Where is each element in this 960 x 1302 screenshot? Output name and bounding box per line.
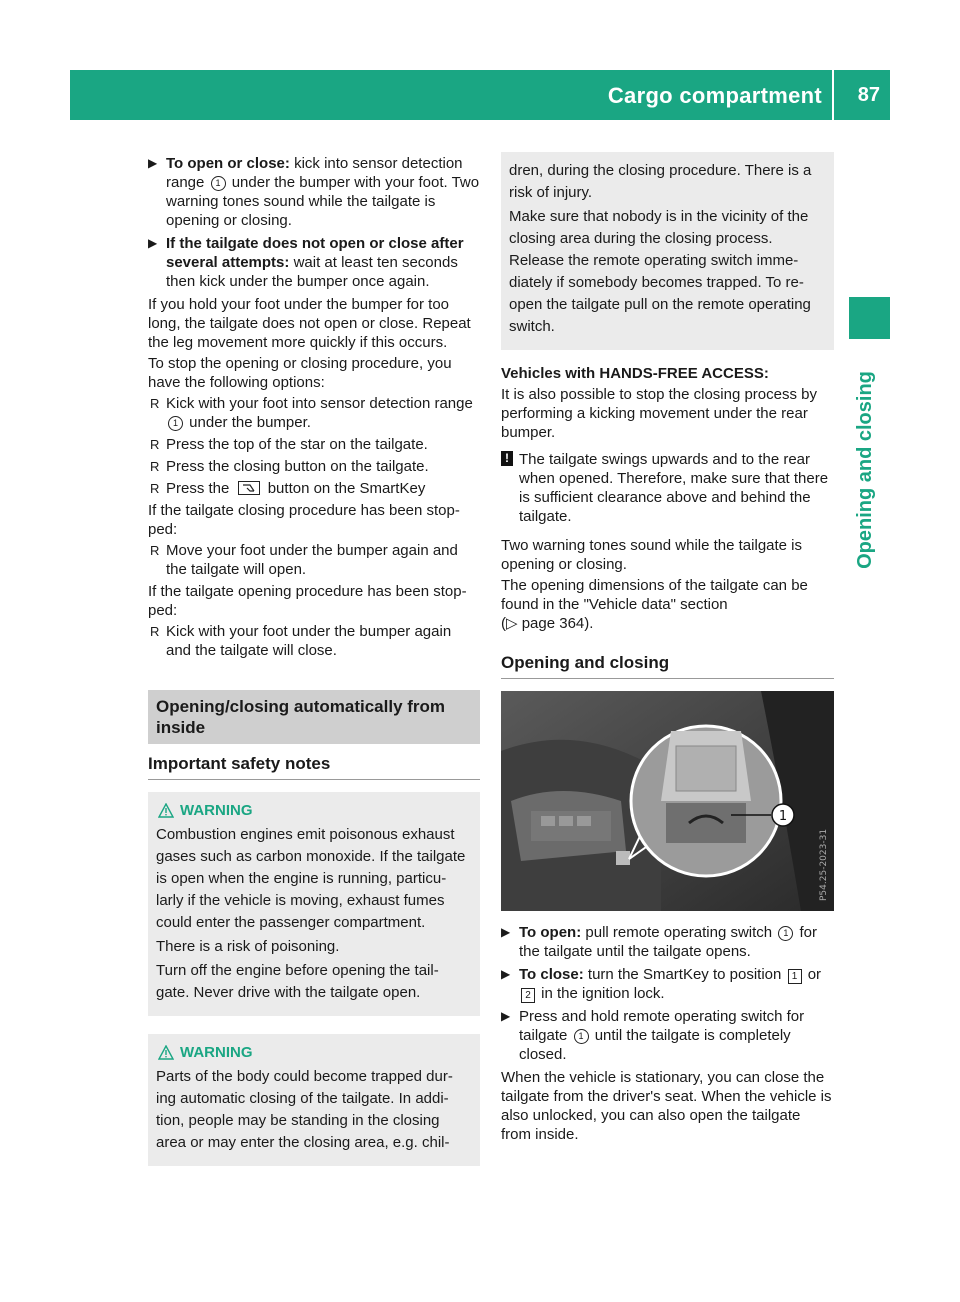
bullet-icon: R [150, 396, 160, 411]
list-item [148, 479, 480, 498]
warning-heading [156, 800, 472, 822]
list-text: Kick with your foot into sensor detection range [166, 395, 473, 412]
bullet-icon: R [150, 624, 160, 639]
paragraph [501, 576, 834, 633]
step-label: To open: [519, 924, 582, 941]
step-arrow-icon: ▶ [501, 1009, 511, 1023]
warning-label: WARNING [180, 802, 253, 819]
warning-heading [156, 1042, 472, 1064]
warning-text: Parts of the body could become trapped dur-ing automatic closing of the tailgate. In addi-tion, people may be standing in the closing area or may enter the closing area, e.g. chil- [156, 1068, 453, 1151]
step-text: or [807, 966, 822, 983]
step-text: pull remote operating switch [585, 924, 773, 941]
paragraph: If you hold your foot under the bumper for too long, the tailgate does not open or close. Repeat the leg movement more quickly if this occurs. [148, 296, 471, 351]
photo-code: P54.25-2023-31 [819, 828, 829, 901]
warning-triangle-icon [158, 803, 174, 818]
note-text: The tailgate swings upwards and to the rear when opened. Therefore, make sure that there is sufficient clearance above and behind the tailgate. [519, 451, 829, 525]
header-title: Cargo compartment [607, 83, 822, 108]
bullet-icon: R [150, 437, 160, 452]
list-text: Press the top of the star on the tailgate. [166, 436, 428, 453]
bullet-icon: R [150, 543, 160, 558]
photo-callout-number: 1 [778, 809, 788, 824]
subheading: Important safety notes [148, 754, 480, 780]
paragraph-text: The opening dimensions of the tailgate can be found in the "Vehicle data" section [501, 577, 808, 613]
list-text: Press the [166, 480, 230, 497]
right-column [501, 152, 834, 1146]
list-text: Move your foot under the bumper again and the tailgate will open. [166, 542, 458, 578]
list-item [148, 541, 480, 579]
step-text: kick into sensor detection range [166, 155, 463, 191]
paragraph: It is also possible to stop the closing process by performing a kicking movement under the rear bumper. [501, 386, 817, 441]
note [501, 450, 834, 526]
key-position-1-icon: 1 [788, 969, 802, 984]
step-text: under the bumper with your foot. Two warning tones sound while the tailgate is opening or closing. [166, 174, 480, 229]
header-bar [70, 70, 890, 120]
step-arrow-icon: ▶ [501, 925, 511, 939]
list-item [148, 394, 480, 432]
page-ref: page 364). [521, 615, 594, 632]
step-text: in the ignition lock. [541, 985, 665, 1002]
side-tab-block [849, 297, 890, 339]
list-item [148, 622, 480, 660]
step-label: To close: [519, 966, 584, 983]
callout-1-icon: 1 [211, 176, 226, 191]
callout-1-icon: 1 [778, 926, 793, 941]
door-switch-photo [501, 691, 834, 911]
warning-text: There is a risk of poisoning. [156, 938, 340, 955]
warning-text: dren, during the closing procedure. There is a risk of injury. [509, 162, 812, 201]
paragraph: When the vehicle is stationary, you can close the tailgate from the driver's seat. When the vehicle is also unlocked, you can also open the tailgate from inside. [501, 1069, 832, 1143]
step-label: If the tailgate does not open or close after several attempts: [166, 235, 464, 271]
warning-triangle-icon [158, 1045, 174, 1060]
step-text: for the tailgate until the tailgate opens. [519, 924, 818, 960]
vehicles-heading: Vehicles with HANDS-FREE ACCESS: [501, 365, 769, 382]
step-text: Press and hold remote operating switch for tailgate [519, 1008, 805, 1044]
list-text: Press the closing button on the tailgate. [166, 458, 429, 475]
warning-box [148, 792, 480, 1016]
warning-label: WARNING [180, 1044, 253, 1061]
step-text: turn the SmartKey to position [587, 966, 782, 983]
list-text: button on the SmartKey [267, 480, 426, 497]
step-arrow-icon: ▶ [501, 967, 511, 981]
step-close [501, 965, 834, 1003]
step-arrow-icon: ▶ [148, 156, 158, 170]
step-hold [501, 1007, 834, 1064]
step-open-close [148, 154, 480, 230]
list-text: Kick with your foot under the bumper again and the tailgate will close. [166, 623, 452, 659]
key-position-2-icon: 2 [521, 988, 535, 1003]
bullet-icon: R [150, 481, 160, 496]
callout-1-icon: 1 [574, 1029, 589, 1044]
list-item [148, 435, 480, 454]
warning-text: Make sure that nobody is in the vicinity of the closing area during the closing process. Release the remote operating switch imme-diately if somebody becomes trapped. To re-open the tailgate pull on the remote operating switch. [509, 208, 811, 335]
step-arrow-icon: ▶ [148, 236, 158, 250]
section-title: Opening/closing automatically from inside [148, 690, 480, 744]
header-divider [832, 70, 834, 120]
step-open [501, 923, 834, 961]
tailgate-button-icon [238, 481, 260, 495]
step-text: wait at least ten seconds then kick under the bumper once again. [166, 254, 458, 290]
step-text: until the tailgate is completely closed. [519, 1027, 791, 1063]
paragraph: If the tailgate opening procedure has been stop-ped: [148, 583, 467, 619]
warning-continuation [501, 152, 834, 350]
list-item [148, 457, 480, 476]
left-column [148, 154, 480, 1184]
warning-text: Turn off the engine before opening the tail-gate. Never drive with the tailgate open. [156, 962, 439, 1001]
callout-1-icon: 1 [168, 416, 183, 431]
bullet-icon: R [150, 459, 160, 474]
paragraph: Two warning tones sound while the tailgate is opening or closing. [501, 537, 803, 573]
paragraph: If the tailgate closing procedure has been stop-ped: [148, 502, 460, 538]
warning-box [148, 1034, 480, 1166]
step-retry [148, 234, 480, 291]
list-text: under the bumper. [189, 414, 311, 431]
exclamation-icon: ! [501, 451, 513, 466]
paragraph: To stop the opening or closing procedure, you have the following options: [148, 355, 452, 391]
page-number: 87 [857, 84, 880, 106]
step-label: To open or close: [166, 155, 290, 172]
warning-text: Combustion engines emit poisonous exhaust gases such as carbon monoxide. If the tailgate is open when the engine is running, particu-larly if the vehicle is moving, exhaust fumes could enter the passenger compartment. [156, 826, 466, 931]
page-ref-arrow: (▷ [501, 615, 518, 632]
side-tab-text: Opening and closing [854, 371, 876, 569]
subheading: Opening and closing [501, 653, 834, 679]
